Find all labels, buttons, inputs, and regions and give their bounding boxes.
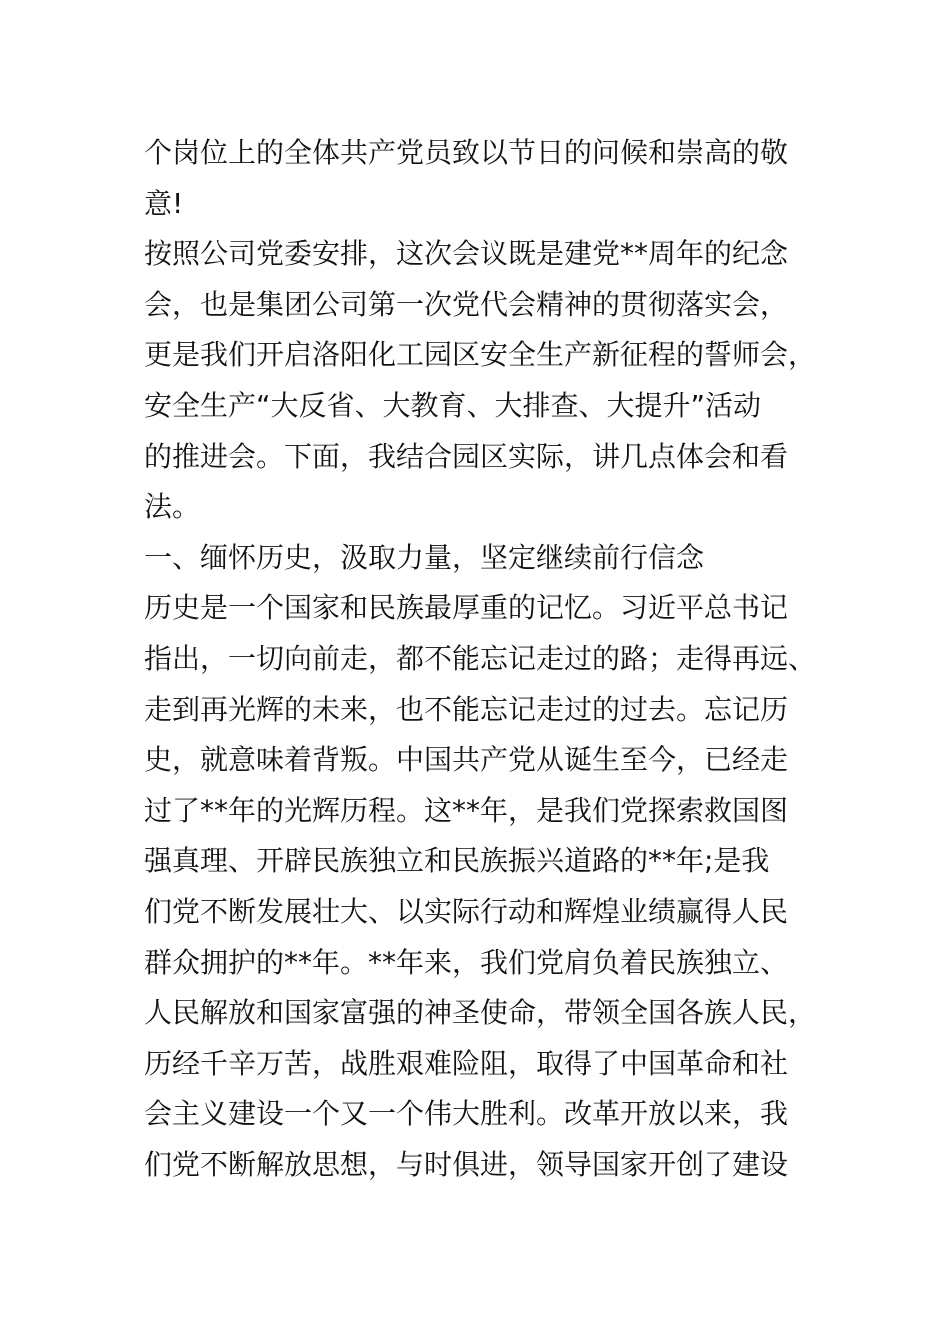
text-line: 强真理、开辟民族独立和民族振兴道路的**年;是我 <box>144 844 770 878</box>
text-line: 们党不断解放思想，与时俱进，领导国家开创了建设 <box>144 1147 789 1181</box>
text-line: 史，就意味着背叛。中国共产党从诞生至今，已经走 <box>144 743 789 777</box>
text-line: 历经千辛万苦，战胜艰难险阻，取得了中国革命和社 <box>144 1046 789 1080</box>
text-line: 会，也是集团公司第一次党代会精神的贯彻落实会， <box>144 287 789 321</box>
text-line: 按照公司党委安排，这次会议既是建党**周年的纪念 <box>144 237 789 271</box>
text-line: 意! <box>144 186 184 220</box>
text-line: 过了**年的光辉历程。这**年，是我们党探索救国图 <box>144 793 789 827</box>
text-line: 走到再光辉的未来，也不能忘记走过的过去。忘记历 <box>144 692 789 726</box>
text-line: 历史是一个国家和民族最厚重的记忆。习近平总书记 <box>144 591 789 625</box>
text-line: 安全生产“大反省、大教育、大排查、大提升”活动 <box>144 388 762 422</box>
body-text <box>144 128 834 1190</box>
text-line: 法。 <box>144 490 201 524</box>
text-line: 的推进会。下面，我结合园区实际，讲几点体会和看 <box>144 439 789 473</box>
text-line: 会主义建设一个又一个伟大胜利。改革开放以来，我 <box>144 1097 789 1131</box>
section-heading: 一、缅怀历史，汲取力量，坚定继续前行信念 <box>144 540 705 574</box>
text-line: 人民解放和国家富强的神圣使命，带领全国各族人民， <box>144 996 817 1030</box>
text-line: 们党不断发展壮大、以实际行动和辉煌业绩赢得人民 <box>144 894 789 928</box>
text-line: 更是我们开启洛阳化工园区安全生产新征程的誓师会， <box>144 338 817 372</box>
text-line: 个岗位上的全体共产党员致以节日的问候和崇高的敬 <box>144 136 789 169</box>
text-line: 指出，一切向前走，都不能忘记走过的路；走得再远、 <box>144 641 817 675</box>
text-line: 群众拥护的**年。**年来，我们党肩负着民族独立、 <box>144 945 789 979</box>
